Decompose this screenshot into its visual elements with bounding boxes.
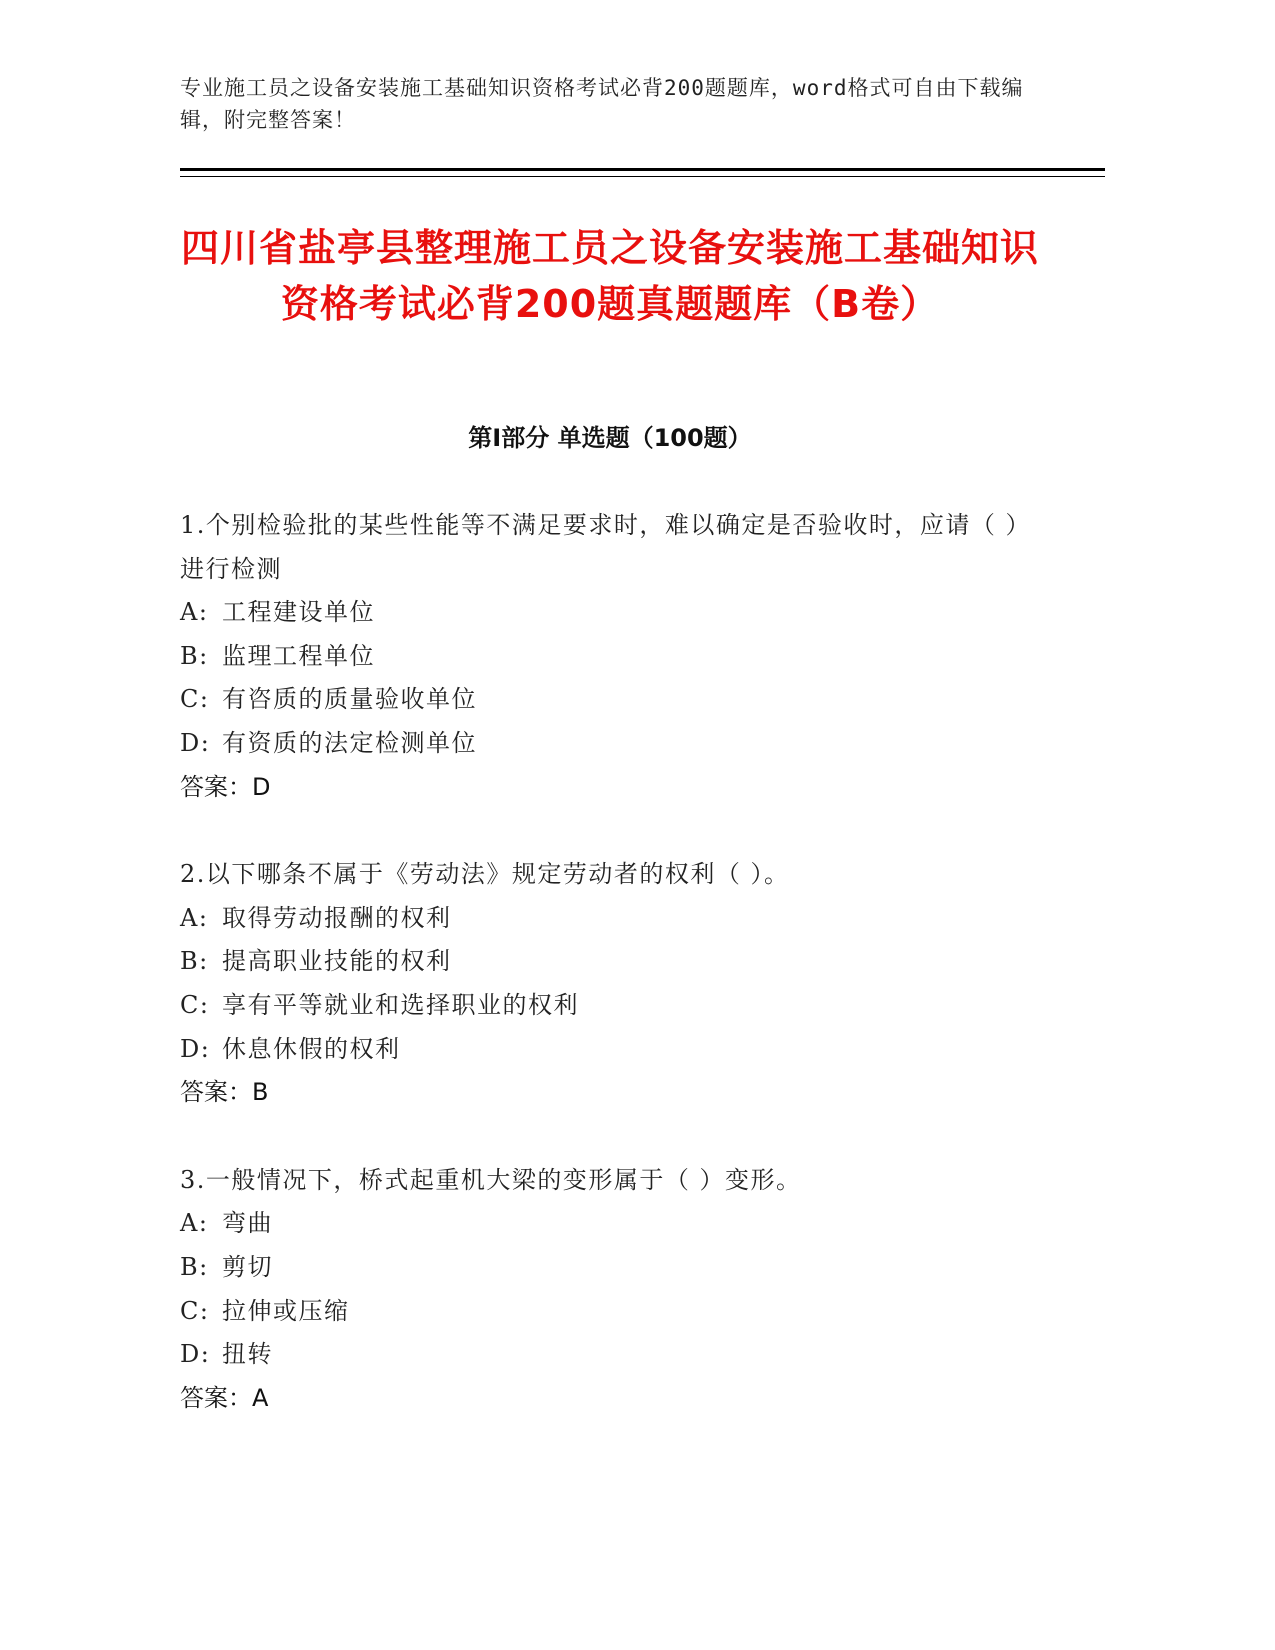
option-c — [180, 984, 1040, 1028]
option-key: A: — [180, 903, 209, 932]
option-b — [180, 1246, 1040, 1290]
option-text: 取得劳动报酬的权利 — [222, 903, 452, 932]
section-title: 第Ⅰ部分 单选题（100题） — [468, 424, 752, 452]
option-key: B: — [180, 641, 209, 670]
option-key: B: — [180, 947, 209, 976]
option-text: 休息休假的权利 — [222, 1034, 401, 1063]
option-key: A: — [180, 598, 209, 627]
option-text: 监理工程单位 — [222, 641, 375, 670]
option-key: D: — [180, 1034, 211, 1063]
question-item — [180, 504, 1040, 809]
option-text: 弯曲 — [222, 1209, 273, 1238]
question-stem: 1.个别检验批的某些性能等不满足要求时，难以确定是否验收时，应请（ ）进行检测 — [180, 511, 1032, 583]
option-key: D: — [180, 728, 211, 757]
document-title: 四川省盐亭县整理施工员之设备安装施工基础知识资格考试必背200题真题题库（B卷） — [180, 226, 1039, 326]
option-d — [180, 722, 1040, 766]
answer-line: 答案：B — [180, 1078, 269, 1107]
option-a — [180, 897, 1040, 941]
question-stem: 3.一般情况下，桥式起重机大梁的变形属于（ ）变形。 — [180, 1165, 802, 1194]
header-note: 专业施工员之设备安装施工基础知识资格考试必背200题题库，word格式可自由下载编辑，附完整答案！ — [180, 76, 1024, 132]
answer-line: 答案：D — [180, 772, 271, 801]
header-rule-thin — [180, 176, 1105, 177]
option-key: C: — [180, 1296, 210, 1325]
answer-line: 答案：A — [180, 1383, 269, 1412]
option-text: 享有平等就业和选择职业的权利 — [222, 990, 579, 1019]
option-b — [180, 940, 1040, 984]
option-key: C: — [180, 990, 210, 1019]
option-c — [180, 1290, 1040, 1334]
question-list — [180, 504, 1040, 1464]
option-text: 剪切 — [222, 1252, 273, 1281]
option-key: A: — [180, 1209, 209, 1238]
option-text: 有咨质的质量验收单位 — [222, 685, 477, 714]
option-d — [180, 1028, 1040, 1072]
option-text: 提高职业技能的权利 — [222, 947, 452, 976]
question-item — [180, 853, 1040, 1115]
option-text: 扭转 — [222, 1340, 273, 1369]
option-a — [180, 1202, 1040, 1246]
option-d — [180, 1333, 1040, 1377]
option-text: 拉伸或压缩 — [222, 1296, 350, 1325]
option-key: C: — [180, 685, 210, 714]
option-text: 工程建设单位 — [222, 598, 375, 627]
option-b — [180, 635, 1040, 679]
option-c — [180, 678, 1040, 722]
question-item — [180, 1159, 1040, 1421]
option-text: 有资质的法定检测单位 — [222, 728, 477, 757]
question-stem: 2.以下哪条不属于《劳动法》规定劳动者的权利（ ）。 — [180, 860, 790, 889]
header-rule-thick — [180, 168, 1105, 171]
option-a — [180, 591, 1040, 635]
option-key: B: — [180, 1252, 209, 1281]
option-key: D: — [180, 1340, 211, 1369]
